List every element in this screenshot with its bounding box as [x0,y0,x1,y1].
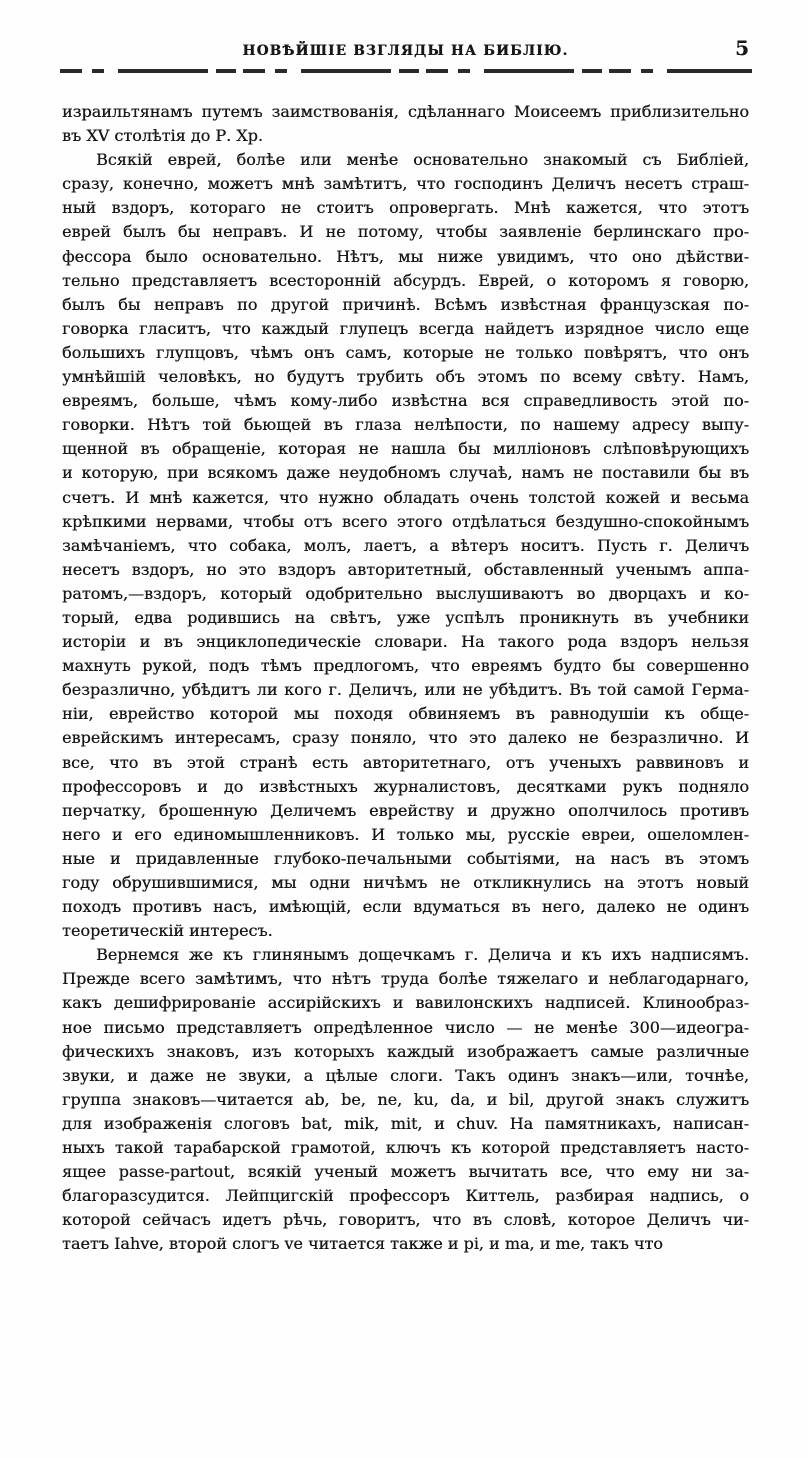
text-line: большихъ глупцовъ, чѣмъ онъ самъ, которые не только повѣрятъ, что онъ [62,342,749,362]
text-line: какъ дешифрированіе ассирійскихъ и вавилонскихъ надписей. Клинообраз- [62,993,749,1013]
paragraph [62,943,749,1256]
text-line: теоретическій интересъ. [62,921,273,941]
text-line: умнѣйшій человѣкъ, но будутъ трубить объ этомъ по всему свѣту. Намъ, [62,367,749,387]
text-line: торый, едва родившись на свѣтъ, уже успѣлъ проникнуть въ учебники [62,607,749,627]
page-number: 5 [735,36,749,60]
text-line: звуки, и даже не звуки, а цѣлые слоги. Такъ одинъ знакъ—или, точнѣе, [62,1065,749,1085]
text-line: исторіи и въ энциклопедическіе словари. На такого рода вздоръ нельзя [62,632,749,652]
text-line: въ XV столѣтія до Р. Хр. [62,126,263,146]
text-line: фессора было основательно. Нѣтъ, мы ниже увидимъ, что оно дѣйстви- [62,246,749,266]
text-line: Всякій еврей, болѣе или менѣе основательно знакомый съ Библіей, [96,150,749,170]
text-line: ніи, еврейство которой мы походя обвиняемъ въ равнодушіи къ обще- [62,704,749,724]
text-line: израильтянамъ путемъ заимствованія, сдѣланнаго Моисеемъ приблизительно [62,102,749,121]
text-line: ныхъ такой тарабарской грамотой, ключъ къ которой представляетъ насто- [62,1138,749,1158]
text-line: ные и придавленные глубоко-печальными событіями, на насъ въ этомъ [62,848,749,868]
paragraph [62,148,749,943]
text-line: говорка гласитъ, что каждый глупецъ всегда найдетъ изрядное число еще [62,318,749,338]
header-rule [60,69,752,73]
text-line: еврейскимъ интересамъ, сразу поняло, что это далеко не безразлично. И [62,728,749,748]
body-text [62,100,749,1257]
text-line: тельно представляетъ всесторонній абсурдъ. Еврей, о которомъ я говорю, [62,270,749,290]
text-line: говорки. Нѣтъ той бьющей въ глаза нелѣпости, по нашему адресу выпу- [62,415,749,435]
text-line: году обрушившимися, мы одни ничѣмъ не откликнулись на этотъ новый [62,873,749,892]
text-line: него и его единомышленниковъ. И только мы, русскіе евреи, ошеломлен- [62,824,749,844]
text-line: безразлично, убѣдитъ ли кого г. Деличъ, или не убѣдитъ. Въ той самой Герма- [62,680,749,700]
paragraph [62,100,749,148]
text-line: группа знаковъ—читается ab, be, ne, ku, da, и bil, другой знакъ служитъ [62,1089,749,1109]
text-line: ратомъ,—вздоръ, который одобрительно выслушиваютъ во дворцахъ и ко- [62,583,749,603]
text-line: все, что въ этой странѣ есть авторитетнаго, отъ ученыхъ раввиновъ и [62,752,749,772]
text-line: ное письмо представляетъ опредѣленное число — не менѣе 300—идеогра- [62,1017,749,1037]
text-line: Вернемся же къ глинянымъ дощечкамъ г. Делича и къ ихъ надписямъ. [96,945,749,965]
text-line: которой сейчасъ идетъ рѣчь, говоритъ, что въ словѣ, которое Деличъ чи- [62,1210,749,1230]
text-line: ный вздоръ, котораго не стоитъ опровергать. Мнѣ кажется, что этотъ [62,198,749,218]
running-title: НОВѢЙШІЕ ВЗГЛЯДЫ НА БИБЛІЮ. [242,43,569,59]
text-line: замѣчаніемъ, что собака, молъ, лаетъ, а вѣтеръ носитъ. Пусть г. Деличъ [62,535,749,555]
text-line: фическихъ знаковъ, изъ которыхъ каждый изображаетъ самые различные [62,1041,749,1061]
text-line: походъ противъ насъ, имѣющій, если вдуматься въ него, далеко не одинъ [62,897,749,917]
text-line: профессоровъ и до извѣстныхъ журналистовъ, десятками рукъ подняло [62,776,749,796]
text-line: перчатку, брошенную Деличемъ еврейству и дружно ополчилось противъ [62,800,749,820]
running-head [62,38,749,64]
text-line: благоразсудится. Лейпцигскій профессоръ Киттель, разбирая надпись, о [62,1186,749,1206]
text-line: евреямъ, больше, чѣмъ кому-либо извѣстна вся справедливость этой по- [62,391,749,411]
text-line: счетъ. И мнѣ кажется, что нужно обладать очень толстой кожей и весьма [62,487,749,507]
text-line: махнуть рукой, подъ тѣмъ предлогомъ, что евреямъ будто бы совершенно [62,656,749,676]
text-line: щенной въ обращеніе, которая не нашла бы милліоновъ слѣповѣрующихъ [62,439,749,459]
text-line: еврей былъ бы неправъ. И не потому, чтобы заявленіе берлинскаго про- [62,222,749,242]
text-line: и которую, при всякомъ даже неудобномъ случаѣ, намъ не поставили бы въ [62,463,749,483]
text-line: для изображенія слоговъ bat, mik, mit, и chuv. На памятникахъ, написан- [62,1113,749,1133]
text-line: крѣпкими нервами, чтобы отъ всего этого отдѣлаться бездушно-спокойнымъ [62,511,749,531]
text-line: сразу, конечно, можетъ мнѣ замѣтитъ, что господинъ Деличъ несетъ страш- [62,174,749,194]
text-line: таетъ Iahve, второй слогъ ve читается также и pi, и ma, и me, такъ что [62,1234,663,1254]
text-line: несетъ вздоръ, но это вздоръ авторитетный, обставленный ученымъ аппа- [62,559,749,579]
text-line: былъ бы неправъ по другой причинѣ. Всѣмъ извѣстная французская по- [62,294,749,314]
text-line: Прежде всего замѣтимъ, что нѣтъ труда болѣе тяжелаго и неблагодарнаго, [62,969,749,989]
text-line: ящее passe-partout, всякій ученый можетъ вычитать все, что ему ни за- [62,1162,749,1182]
